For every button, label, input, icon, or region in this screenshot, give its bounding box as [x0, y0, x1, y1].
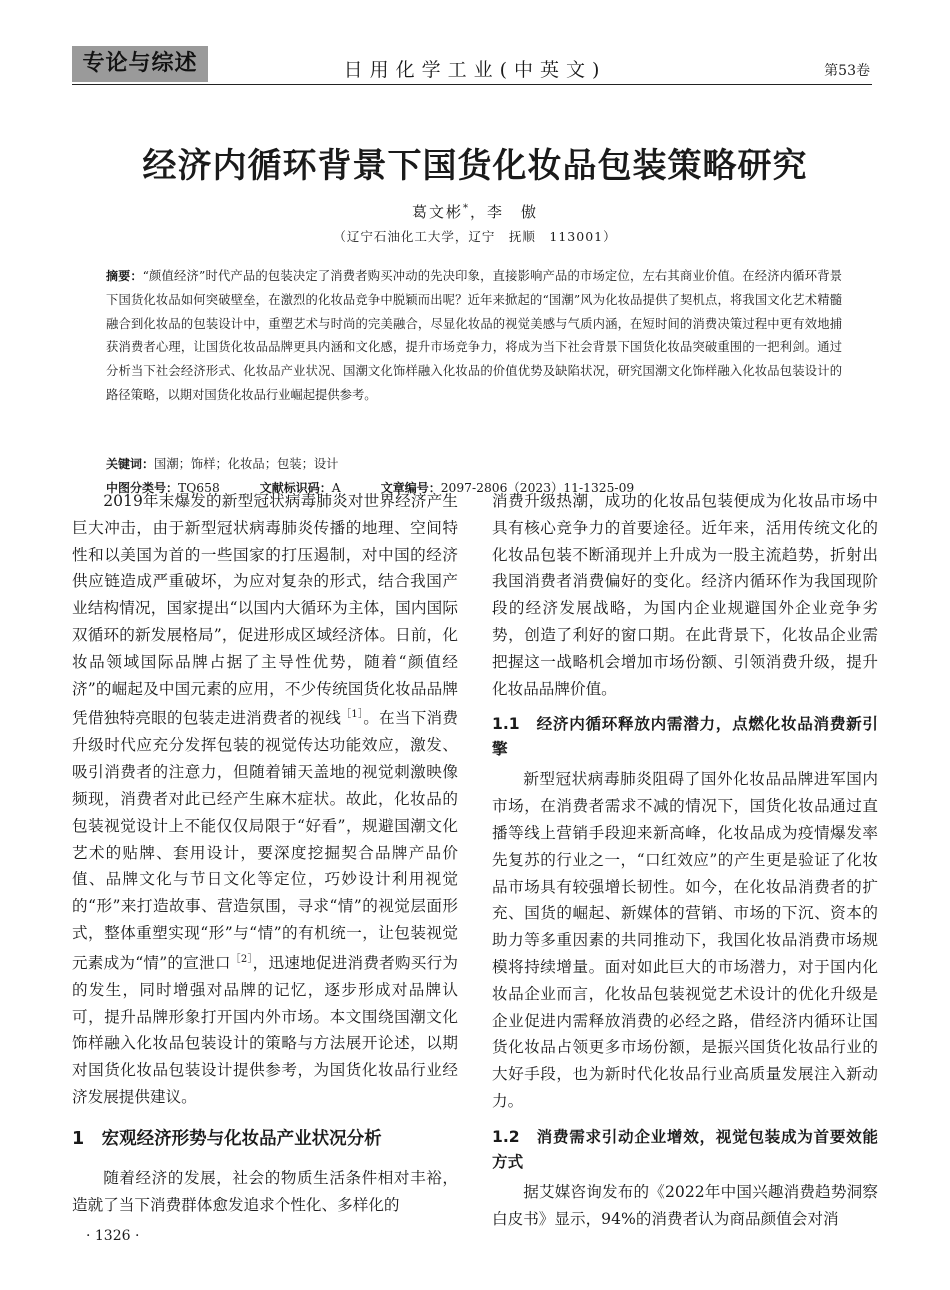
article-no-label: 文章编号：	[380, 481, 441, 495]
abstract-text: “颜值经济”时代产品的包装决定了消费者购买冲动的先决印象，直接影响产品的市场定位，左右其商业价值。在经济内循环背景下国货化妆品如何突破壁垒，在激烈的化妆品竞争中脱颖而出呢？近年来掀起的“国潮”风为化妆品提供了契机点，将我国文化艺术精髓融合到化妆品的包装设计中，重塑艺术与时尚的完美融合，尽显化妆品的视觉美感与气质内涵，在短时间的消费决策过程中更有效地捕获消费者心理，让国货化妆品品牌更具内涵和文化感，提升市场竞争力，将成为当下社会背景下国货化妆品突破重围的一把利剑。通过分析当下社会经济形式、化妆品产业状况、国潮文化饰样融入化妆品的价值优势及缺陷状况，研究国潮文化饰样融入化妆品包装设计的路径策略，以期对国货化妆品行业崛起提供参考。	[106, 269, 842, 402]
paper-title: 经济内循环背景下国货化妆品包装策略研究	[142, 146, 808, 186]
author-separator: ，	[469, 203, 487, 221]
journal-name: 日用化学工业(中英文)	[343, 59, 607, 81]
author-2: 李 傲	[487, 203, 539, 221]
page-number: · 1326 ·	[86, 1228, 140, 1244]
doc-code-label: 文献标识码：	[259, 481, 332, 495]
corresponding-author-mark: *	[462, 203, 470, 214]
volume-number: 第53卷	[824, 63, 870, 79]
section-1-2-paragraph: 据艾媒咨询发布的《2022年中国兴趣消费趋势洞察白皮书》显示，94%的消费者认为商品颜值会对消	[492, 1182, 878, 1228]
authors	[0, 201, 950, 222]
section-1-1-heading: 1.1 经济内循环释放内需潜力，点燃化妆品消费新引擎	[492, 715, 878, 759]
right-column	[492, 488, 878, 1232]
citation-1[interactable]: ［1］	[341, 709, 364, 721]
clc-value: TQ658	[178, 481, 220, 495]
left-column	[72, 488, 458, 1218]
clc-label: 中图分类号：	[106, 481, 179, 495]
section-1-paragraph: 随着经济的发展，社会的物质生活条件相对丰裕，造就了当下消费群体愈发追求个性化、多样化的	[72, 1168, 458, 1214]
intro-text-c: ，迅速地促进消费者购买行为的发生，同时增强对品牌的记忆，逐步形成对品牌认可，提升品牌形象打开国内外市场。本文围绕国潮文化饰样融入化妆品包装设计的策略与方法展开论述，以期对国货化妆品包装设计提供参考，为国货化妆品行业经济发展提供建议。	[72, 953, 458, 1106]
citation-2[interactable]: ［2］	[230, 953, 253, 965]
affiliation: （辽宁石油化工大学，辽宁 抚顺 113001）	[333, 229, 617, 244]
doc-code-value: A	[331, 481, 341, 495]
intro-text-b: 。在当下消费升级时代应充分发挥包装的视觉传达功能效应，激发、吸引消费者的注意力，但随着铺天盖地的视觉刺激映像频现，消费者对此已经产生麻木症状。故此，化妆品的包装视觉设计上不能仅仅局限于“好看”，规避国潮文化艺术的贴牌、套用设计，要深度挖掘契合品牌产品价值、品牌文化与节日文化等定位，巧妙设计利用视觉的“形”来打造故事、营造氛围，寻求“情”的视觉层面形式，整体重塑实现“形”与“情”的有机统一，让包装视觉元素成为“情”的宣泄口	[72, 709, 458, 972]
section-1-heading: 1 宏观经济形势与化妆品产业状况分析	[72, 1128, 382, 1149]
article-no-value: 2097-2806（2023）11-1325-09	[440, 481, 635, 495]
intro-text-a: 2019年末爆发的新型冠状病毒肺炎对世界经济产生巨大冲击，由于新型冠状病毒肺炎传播的地理、空间特性和以美国为首的一些国家的打压遏制，对中国的经济供应链造成严重破坏，为应对复杂的形式，结合我国产业结构情况，国家提出“以国内大循环为主体，国内国际双循环的新发展格局”，促进形成区域经济体。日前，化妆品领域国际品牌占据了主导性优势，随着“颜值经济”的崛起及中国元素的应用，不少传统国货化妆品品牌凭借独特亮眼的包装走进消费者的视线	[72, 492, 458, 728]
section-1-2-heading: 1.2 消费需求引动企业增效，视觉包装成为首要效能方式	[492, 1127, 878, 1171]
header-rule	[72, 84, 872, 85]
author-1: 葛文彬	[411, 203, 463, 221]
intro-paragraph	[72, 488, 458, 1111]
keywords-text: 国潮；饰样；化妆品；包装；设计	[154, 457, 339, 471]
abstract-label: 摘要：	[106, 269, 143, 283]
section-tag: 专论与综述	[72, 46, 208, 82]
keywords-label: 关键词：	[106, 457, 155, 471]
abstract	[106, 265, 842, 408]
section-1-paragraph-continued: 消费升级热潮，成功的化妆品包装便成为化妆品市场中具有核心竞争力的首要途径。近年来，活用传统文化的化妆品包装不断涌现并上升成为一股主流趋势，折射出我国消费者消费偏好的变化。经济内循环作为我国现阶段的经济发展战略，为国内企业规避国外企业竞争劣势，创造了利好的窗口期。在此背景下，化妆品企业需把握这一战略机会增加市场份额、引领消费升级，提升化妆品品牌价值。	[492, 492, 878, 698]
section-1-1-paragraph: 新型冠状病毒肺炎阻碍了国外化妆品品牌进军国内市场，在消费者需求不减的情况下，国货化妆品通过直播等线上营销手段迎来新高峰，化妆品成为疫情爆发率先复苏的行业之一，“口红效应”的产生更是验证了化妆品市场具有较强增长韧性。如今，在化妆品消费者的扩充、国货的崛起、新媒体的营销、市场的下沉、资本的助力等多重因素的共同推动下，我国化妆品消费市场规模将持续增量。面对如此巨大的市场潜力，对于国内化妆品企业而言，化妆品包装视觉艺术设计的优化升级是企业促进内需释放消费的必经之路，借经济内循环让国货化妆品占领更多市场份额，是振兴国货化妆品行业的大好手段，也为新时代化妆品行业高质量发展注入新动力。	[492, 770, 878, 1110]
keywords-row	[106, 452, 674, 476]
